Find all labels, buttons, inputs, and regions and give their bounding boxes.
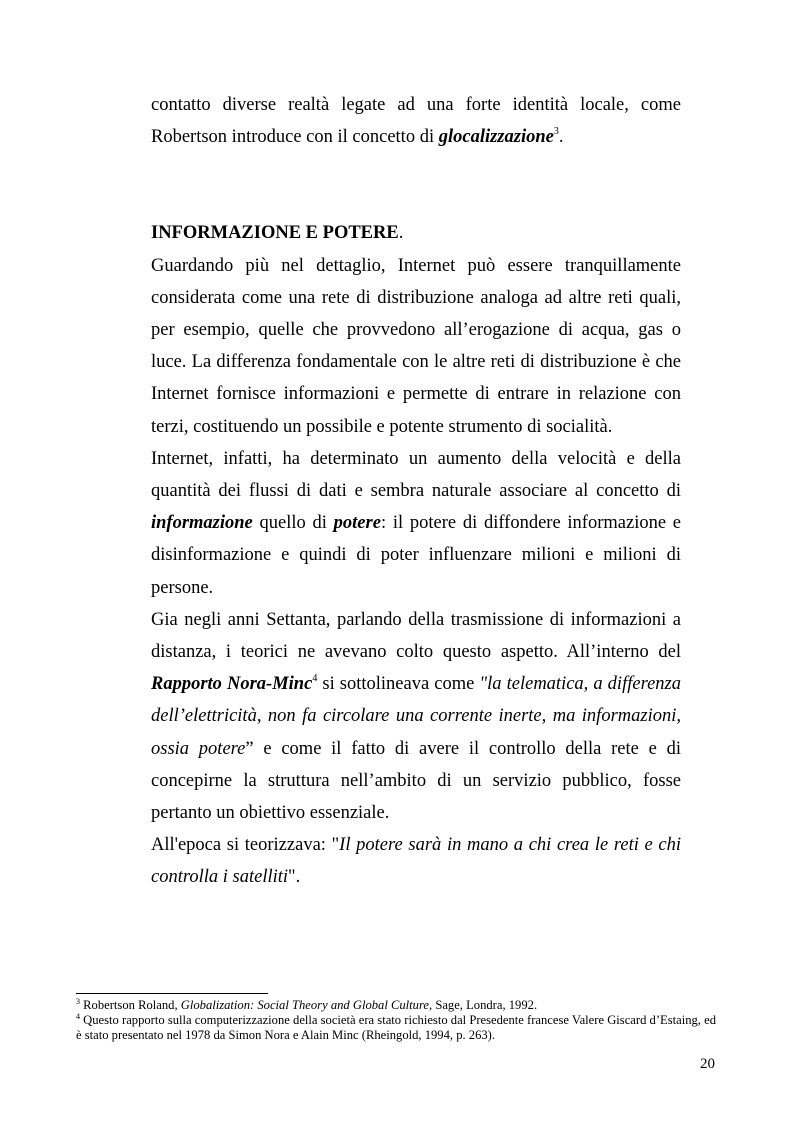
footnote-ref-3: 3: [553, 126, 559, 138]
paragraph-satellites: All'epoca si teorizzava: "Il potere sarà in mano a chi crea le reti e chi controlla i satelliti".: [151, 835, 682, 888]
quote-satelliti: Il potere sarà in mano a chi crea le reti e chi controlla i satelliti: [151, 835, 682, 888]
quote-telematica: "la telematica, a differenza dell’elettricità, non fa circolare una corrente inerte, ma informazioni, ossia potere: [151, 674, 681, 759]
section-gap: [151, 153, 681, 217]
term-potere: potere: [333, 513, 381, 534]
footnotes: [76, 998, 716, 1043]
footnote-ref-4: 4: [312, 673, 318, 685]
paragraph-network: Guardando più nel dettaglio, Internet può essere tranquillamente considerata come una rete di distribuzione analoga ad altre reti quali, per esempio, quelle che provvedono all’erogazione di acqua, gas o luce. La differenza fondamentale con le altre reti di distribuzione è che Internet fornisce informazioni e permette di entrare in relazione con terzi, costituendo un possibile e potente strumento di socialità.: [151, 255, 681, 437]
term-informazione: informazione: [151, 513, 253, 534]
footnote-divider: [76, 993, 268, 994]
term-glocalizzazione: glocalizzazione: [438, 127, 554, 148]
footnote-3-book-title: Globalization: Social Theory and Global Culture: [180, 998, 430, 1012]
paragraph-nora-minc: Gia negli anni Settanta, parlando della trasmissione di informazioni a distanza, i teorici ne avevano colto questo aspetto. All’interno del Rapporto Nora-Minc$^4$ si sottolineava come "la telematica, a differenza dell’elettricità, non fa circolare una corrente inerte, ma informazioni, ossia potere” e come il fatto di avere il controllo della rete e di concepirne la struttura nell’ambito di un servizio pubblico, fosse pertanto un obiettivo essenziale.: [151, 609, 681, 824]
term-rapporto-nora-minc: Rapporto Nora-Minc: [151, 674, 313, 695]
body-text: [151, 89, 681, 894]
paragraph-glocalization: contatto diverse realtà legate ad una forte identità locale, come Robertson introduce con il concetto di glocalizzazione$^3$.: [151, 95, 681, 148]
page-number: 20: [700, 1056, 715, 1072]
footnote-3: $^3$ Robertson Roland, Globalization: Social Theory and Global Culture, Sage, Londra, 1992.: [76, 996, 538, 1012]
heading-text: INFORMAZIONE E POTERE: [151, 223, 399, 244]
section-heading: INFORMAZIONE E POTERE.: [151, 223, 404, 244]
paragraph-information-power: Internet, infatti, ha determinato un aumento della velocità e della quantità dei flussi di dati e sembra naturale associare al concetto di informazione quello di potere: il potere di diffondere informazione e disinformazione e quindi di poter influenzare milioni e milioni di persone.: [151, 448, 682, 598]
footnote-4: $^4$ Questo rapporto sulla computerizzazione della società era stato richiesto dal Presedente francese Valere Giscard d’Estaing, ed è stato presentato nel 1978 da Simon Nora e Alain Minc (Rheingold, 1994, p. 263).: [76, 1011, 716, 1042]
